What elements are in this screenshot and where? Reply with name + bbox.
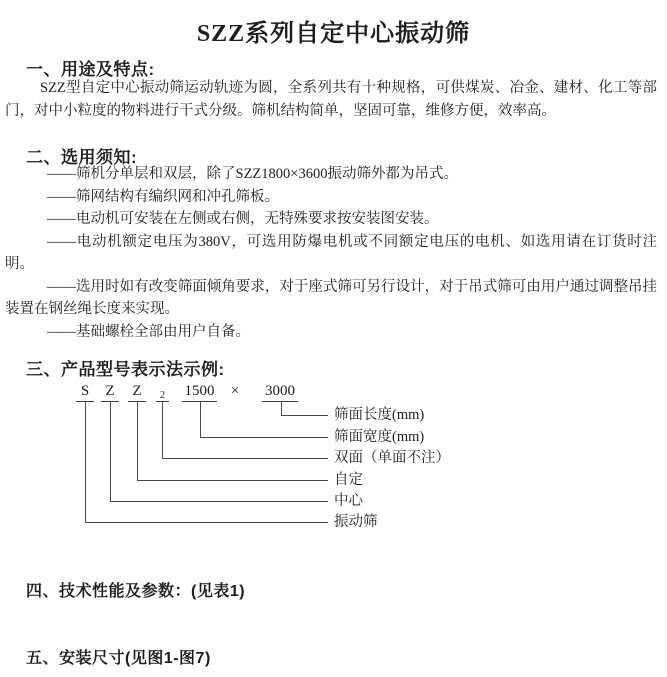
connector-hline-self <box>137 480 328 481</box>
section-heading-performance: 四、技术性能及参数：(见表1) <box>26 583 246 600</box>
selection-note-item: ——基础螺栓全部由用户自备。 <box>47 323 250 340</box>
page-title: SZZ系列自定中心振动筛 <box>196 21 471 47</box>
model-code-part-s: S <box>76 384 94 402</box>
section-heading-selection: 二、选用须知: <box>26 148 138 167</box>
connector-vline-1500 <box>200 401 201 437</box>
model-code-part-length: 3000 <box>262 384 298 402</box>
connector-hline-center <box>110 501 328 502</box>
connector-vline-z2 <box>137 401 138 480</box>
purpose-paragraph: SZZ型自定中心振动筛运动轨迹为圆，全系列共有十种规格，可供煤炭、冶金、建材、化工等部门，对中小粒度的物料进行干式分级。筛机结构简单，坚固可靠，维修方便，效率高。 <box>5 80 657 119</box>
model-code-part-2: 2 <box>156 384 169 402</box>
connector-vline-s <box>85 401 86 522</box>
model-code-diagram <box>0 384 667 544</box>
model-label-double-deck: 双面（单面不注） <box>334 450 450 466</box>
model-code-part-width: 1500 <box>182 384 217 402</box>
multiply-sign: × <box>230 383 240 399</box>
connector-hline-screen <box>85 522 328 523</box>
section-heading-installation: 五、安装尺寸(见图1-图7) <box>26 650 211 667</box>
model-label-screen-width: 筛面宽度(mm) <box>334 429 425 445</box>
model-label-center: 中心 <box>334 493 363 509</box>
section-heading-purpose: 一、用途及特点: <box>26 60 155 79</box>
model-code-part-z1: Z <box>101 384 119 402</box>
selection-note-item: ——电动机可安装在左侧或右侧，无特殊要求按安装图安装。 <box>47 211 439 227</box>
model-label-self: 自定 <box>334 472 363 488</box>
connector-vline-z1 <box>110 401 111 501</box>
section-heading-model: 三、产品型号表示法示例: <box>26 360 225 379</box>
connector-hline-width <box>200 437 328 438</box>
connector-vline-2 <box>162 401 163 458</box>
connector-vline-3000 <box>281 401 282 415</box>
selection-note-item: ——筛网结构有编织网和冲孔筛板。 <box>47 188 279 205</box>
selection-note-item: ——电动机额定电压为380V，可选用防爆电机或不同额定电压的电机、如选用请在订货时注明。 <box>5 233 657 272</box>
connector-hline-length <box>281 415 328 416</box>
connector-hline-deck <box>162 458 328 459</box>
model-label-vibrating-screen: 振动筛 <box>334 514 378 530</box>
model-code-part-z2: Z <box>128 384 146 402</box>
selection-note-item: ——选用时如有改变筛面倾角要求，对于座式筛可另行设计，对于吊式筛可由用户通过调整吊挂装置在钢丝绳长度来实现。 <box>5 278 657 317</box>
selection-note-item: ——筛机分单层和双层，除了SZZ1800×3600振动筛外都为吊式。 <box>47 166 458 182</box>
model-label-screen-length: 筛面长度(mm) <box>334 407 425 423</box>
selection-notes-list <box>5 163 657 343</box>
